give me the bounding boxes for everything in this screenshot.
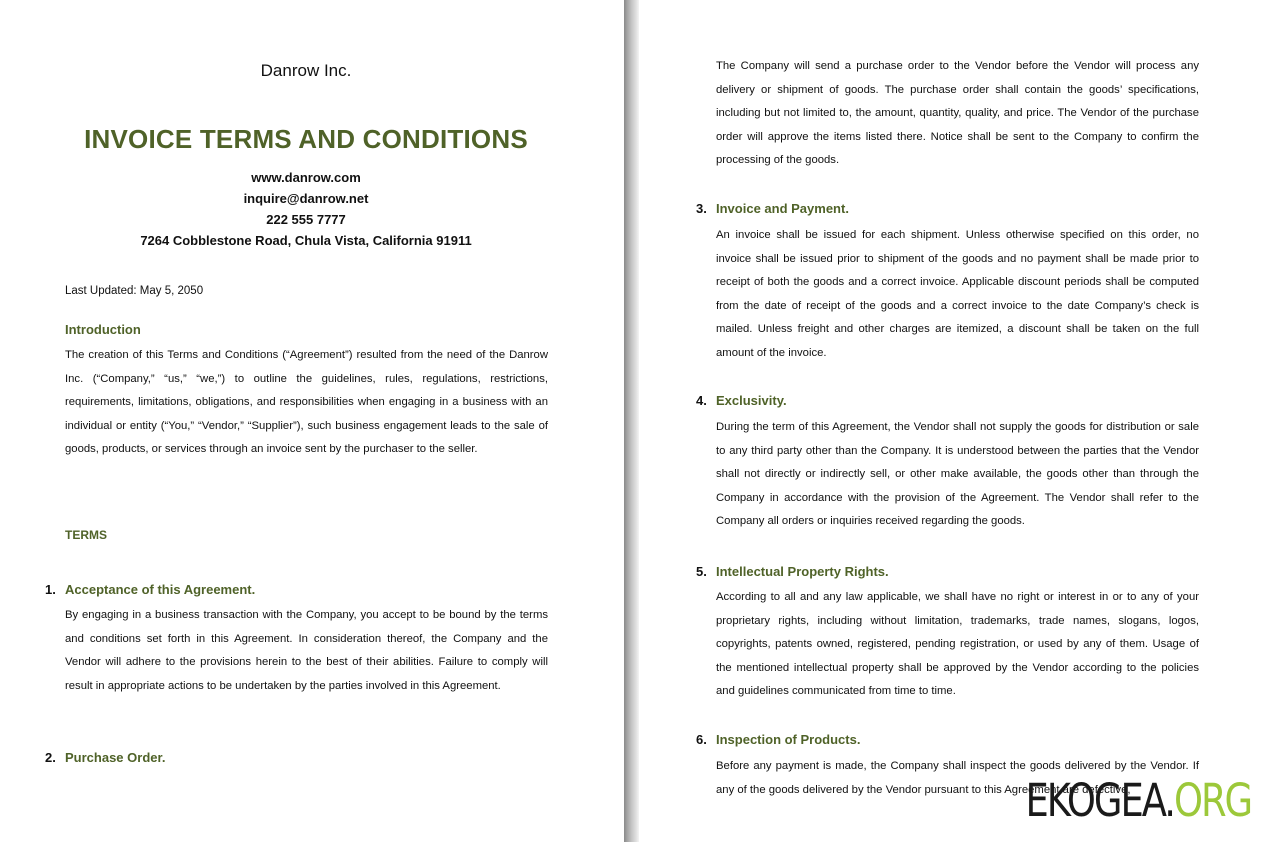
section-5-heading xyxy=(696,564,1199,579)
section-6-number: 6. xyxy=(696,732,707,747)
introduction-paragraph: The creation of this Terms and Conditions (“Agreement”) resulted from the need of the Danrow Inc. (“Company,” “us,” “we,”) to outline the guidelines, rules, regulations, restrictions, requirements, limitations, obligations, and responsibilities when engaging in a business with an individual or entity (“You,” “Vendor,” “Supplier”), such business engagement leads to the sale of goods, products, or services through an invoice sent by the purchaser to the seller. xyxy=(65,349,548,455)
section-4-paragraph: During the term of this Agreement, the Vendor shall not supply the goods for distribution or sale to any third party other than the Company. It is understood between the parties that the Vendor shall not directly or indirectly sell, or other make available, the goods other than through the Company in accordance with the provision of the Agreement. The Vendor shall refer to the Company all orders or inquiries received regarding the goods. xyxy=(716,421,1199,527)
section-5-title: Intellectual Property Rights. xyxy=(716,564,889,579)
section-6-paragraph: Before any payment is made, the Company shall inspect the goods delivered by the Vendor. If any of the goods delivered by the Vendor pursuant to this Agreement are defective, xyxy=(716,760,1199,796)
watermark-text-main: EKOGEA. xyxy=(1025,774,1174,827)
section-1-heading xyxy=(45,582,548,597)
section-3-heading xyxy=(696,201,1199,216)
contact-block xyxy=(0,167,612,251)
document-page-left xyxy=(0,0,624,842)
section-5-paragraph: According to all and any law applicable, we shall have no right or interest in or to any of your proprietary rights, including without limitation, trademarks, trade names, slogans, logos, copyrights, patents owned, registered, pending registration, or used by any of them. Usage of the mentioned intellectual property shall be approved by the Vendor according to the policies and guidelines communicated from time to time. xyxy=(716,591,1199,697)
section-2-title: Purchase Order. xyxy=(65,750,166,765)
phone-text: 222 555 7777 xyxy=(266,212,346,227)
section-1-paragraph: By engaging in a business transaction with the Company, you accept to be bound by the terms and conditions set forth in this Agreement. In consideration thereof, the Company and the Vendor will adhere to the provisions herein to the best of their abilities. Failure to comply will result in appropriate actions to be undertaken by the parties involved in this Agreement. xyxy=(65,609,548,692)
section-6-heading xyxy=(696,732,1199,747)
section-4-heading xyxy=(696,393,1199,408)
introduction-heading: Introduction xyxy=(65,322,141,337)
section-4-number: 4. xyxy=(696,393,707,408)
watermark-logo xyxy=(1025,774,1251,827)
section-6-title: Inspection of Products. xyxy=(716,732,861,747)
section-2-number: 2. xyxy=(45,750,56,765)
section-3-paragraph: An invoice shall be issued for each shipment. Unless otherwise specified on this order, no invoice shall be issued prior to shipment of the goods and no payment shall be made prior to receipt of both the goods and a correct invoice. Applicable discount periods shall be computed from the date of receipt of the goods and a correct invoice to the date Company’s check is mailed. Unless freight and other charges are itemized, a discount shall be taken on the full amount of the invoice. xyxy=(716,229,1199,359)
address-text: 7264 Cobblestone Road, Chula Vista, California 91911 xyxy=(140,233,472,248)
section-4-title: Exclusivity. xyxy=(716,393,787,408)
last-updated-text: Last Updated: May 5, 2050 xyxy=(65,285,204,297)
section-5-number: 5. xyxy=(696,564,707,579)
email-text: inquire@danrow.net xyxy=(243,191,369,206)
watermark-text-tld: ORG xyxy=(1173,774,1251,827)
document-title: INVOICE TERMS AND CONDITIONS xyxy=(84,124,528,154)
section-1-number: 1. xyxy=(45,582,56,597)
company-name: Danrow Inc. xyxy=(260,61,352,80)
website-text: www.danrow.com xyxy=(251,170,361,185)
section-3-title: Invoice and Payment. xyxy=(716,201,849,216)
section-1-title: Acceptance of this Agreement. xyxy=(65,582,256,597)
section-3-number: 3. xyxy=(696,201,707,216)
terms-heading: TERMS xyxy=(65,528,107,542)
page-divider xyxy=(624,0,639,842)
section-2-paragraph: The Company will send a purchase order to the Vendor before the Vendor will process any delivery or shipment of goods. The purchase order shall contain the goods’ specifications, including but not limited to, the amount, quantity, quality, and price. The Vendor of the purchase order will approve the items listed there. Notice shall be sent to the Company to confirm the processing of the goods. xyxy=(716,60,1199,166)
section-2-heading xyxy=(45,750,548,765)
document-page-right xyxy=(639,0,1263,842)
